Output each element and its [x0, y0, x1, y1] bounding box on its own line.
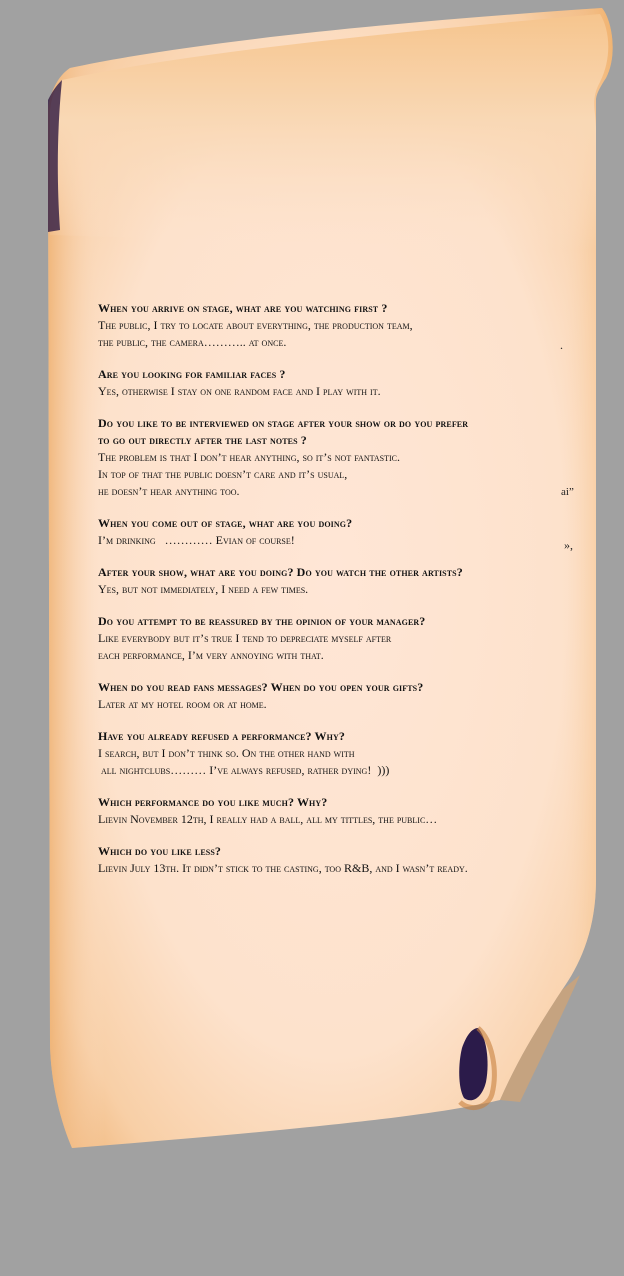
- question-9: Which performance do you like much? Why?: [98, 795, 328, 809]
- qa-item-1: [98, 300, 568, 351]
- qa-item-4: [98, 515, 568, 549]
- margin-dot: .: [560, 338, 563, 352]
- answer-2-line-1: Yes, otherwise I stay on one random face and I play with it.: [98, 384, 381, 398]
- question-1: When you arrive on stage, what are you watching first ?: [98, 301, 388, 315]
- answer-3-line-3: he doesn’t hear anything too.: [98, 484, 240, 498]
- question-3-line-2: to go out directly after the last notes ?: [98, 433, 307, 447]
- question-2: Are you looking for familiar faces ?: [98, 367, 286, 381]
- answer-6-line-1: Like everybody but it’s true I tend to depreciate myself after: [98, 631, 392, 645]
- question-5: After your show, what are you doing? Do you watch the other artists?: [98, 565, 463, 579]
- question-10: Which do you like less?: [98, 844, 221, 858]
- question-8: Have you already refused a performance? Why?: [98, 729, 345, 743]
- question-4: When you come out of stage, what are you doing?: [98, 516, 353, 530]
- question-3: Do you like to be interviewed on stage after your show or do you prefer: [98, 416, 469, 430]
- answer-8-line-2: all nightclubs……… I’ve always refused, rather dying! ))): [98, 763, 390, 777]
- margin-guillemet: »,: [564, 538, 573, 552]
- qa-item-10: [98, 843, 568, 877]
- answer-5-line-1: Yes, but not immediately, I need a few times.: [98, 582, 309, 596]
- answer-9-line-1: Lievin November 12th, I really had a ball, all my tittles, the public…: [98, 812, 438, 826]
- qa-item-8: [98, 728, 568, 779]
- answer-8-line-1: I search, but I don’t think so. On the other hand with: [98, 746, 355, 760]
- margin-quote-fragment: ai”: [561, 486, 574, 498]
- question-6: Do you attempt to be reassured by the opinion of your manager?: [98, 614, 426, 628]
- answer-4-line-1: I’m drinking ………… Evian of course!: [98, 533, 295, 547]
- parchment-top-roll: [50, 14, 608, 250]
- answer-1-line-1: The public, I try to locate about everything, the production team,: [98, 318, 413, 332]
- answer-7-line-1: Later at my hotel room or at home.: [98, 697, 267, 711]
- qa-item-3: [98, 415, 568, 500]
- interview-text: [98, 300, 568, 892]
- answer-10-line-1: Lievin July 13th. It didn’t stick to the casting, too R&B, and I wasn’t ready.: [98, 861, 468, 875]
- answer-3-line-2: In top of that the public doesn’t care and it’s usual,: [98, 467, 348, 481]
- qa-item-6: [98, 613, 568, 664]
- answer-1-line-2: the public, the camera……….. at once.: [98, 335, 287, 349]
- qa-item-9: [98, 794, 568, 828]
- answer-3-line-1: The problem is that I don’t hear anything, so it’s not fantastic.: [98, 450, 400, 464]
- question-7: When do you read fans messages? When do you open your gifts?: [98, 680, 424, 694]
- qa-item-2: [98, 366, 568, 400]
- qa-item-7: [98, 679, 568, 713]
- answer-6-line-2: each performance, I’m very annoying with that.: [98, 648, 324, 662]
- qa-item-5: [98, 564, 568, 598]
